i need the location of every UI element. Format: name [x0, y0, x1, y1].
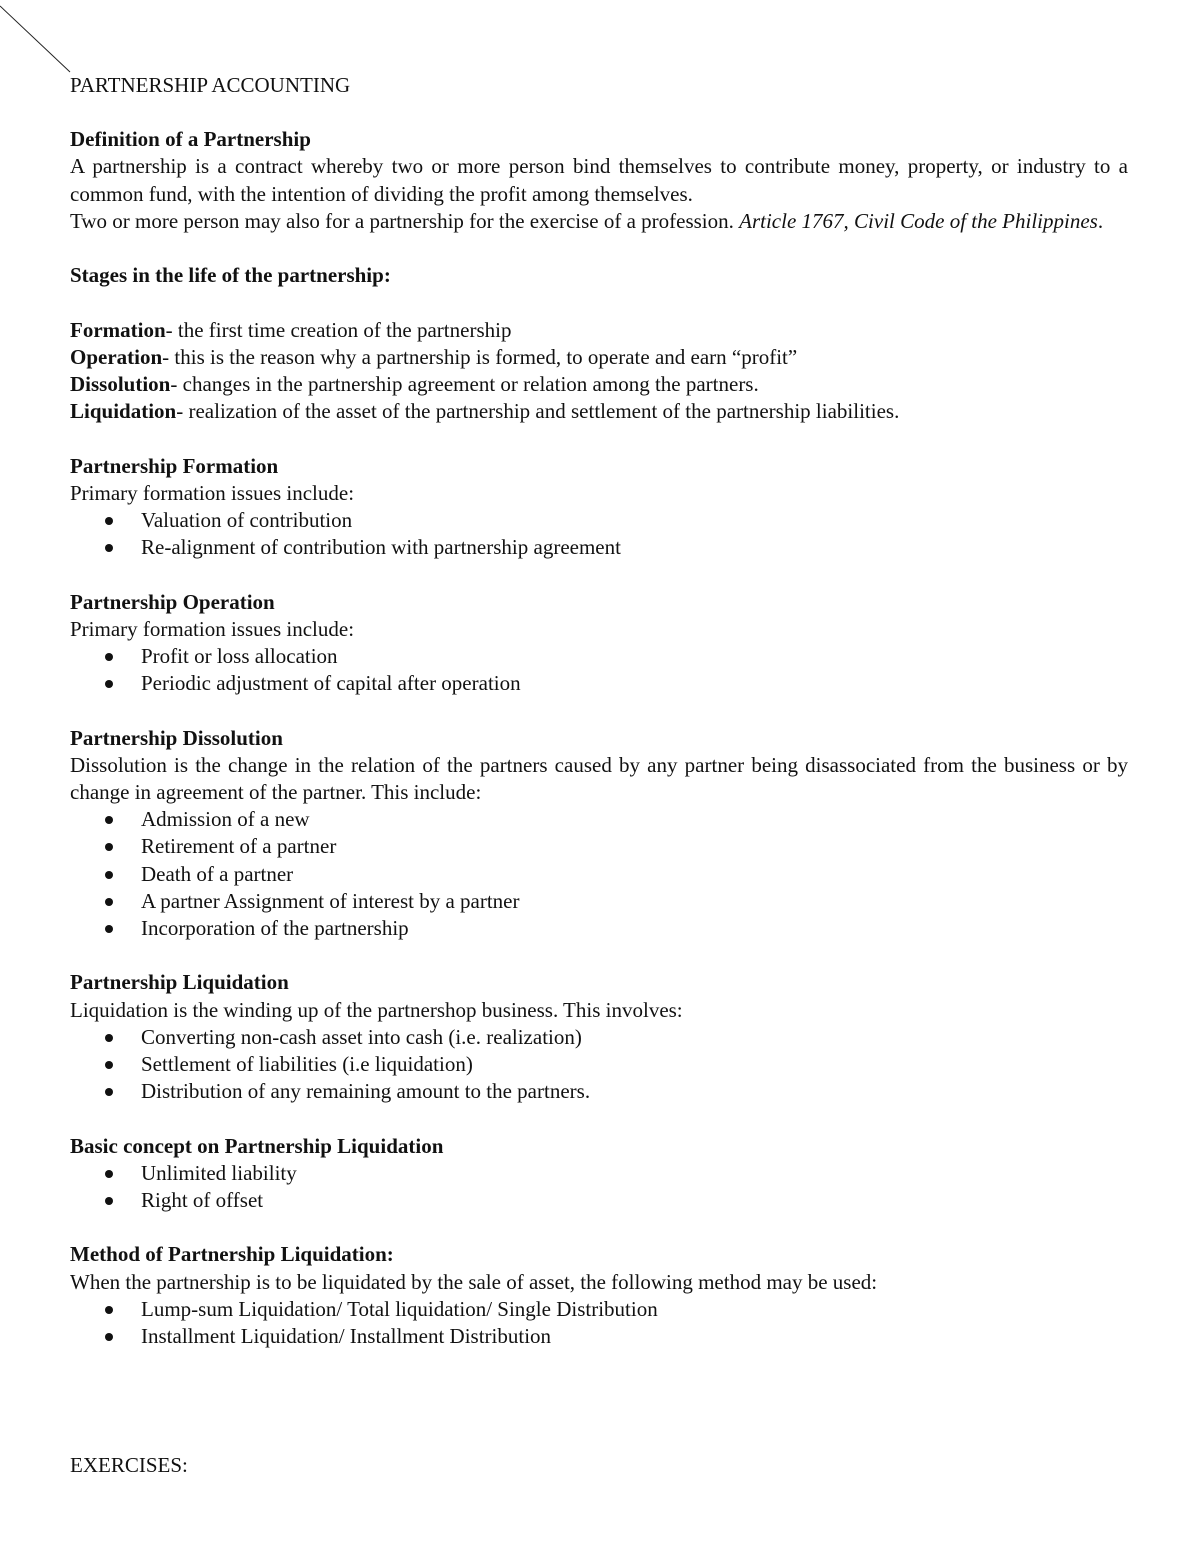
stage-term: Operation — [70, 344, 163, 369]
stage-term: Dissolution — [70, 372, 171, 396]
basic-concept-list — [70, 1160, 1128, 1214]
document-page — [70, 72, 1128, 1350]
list-item: Death of a partner — [70, 861, 1128, 888]
list-item: Right of offset — [70, 1187, 1128, 1214]
stage-desc: - changes in the partnership agreement or relation among the partners. — [170, 372, 759, 396]
stage-desc: - realization of the asset of the partnership and settlement of the partnership liabilities. — [176, 399, 900, 424]
definition-heading: Definition of a Partnership — [70, 127, 311, 152]
stage-term: Liquidation — [70, 399, 177, 424]
stage-desc: - this is the reason why a partnership is formed, to operate and earn “profit” — [162, 344, 798, 369]
dissolution-intro: Dissolution is the change in the relation of the partners caused by any partner being disassociated from the business or by change in agreement of the partner. This include: — [70, 752, 1128, 804]
formation-intro: Primary formation issues include: — [70, 480, 355, 505]
list-item: Settlement of liabilities (i.e liquidation) — [70, 1051, 1128, 1078]
dissolution-list — [70, 806, 1128, 942]
exercises-label: EXERCISES: — [70, 1453, 188, 1477]
basic-concept-heading: Basic concept on Partnership Liquidation — [70, 1133, 444, 1158]
stage-formation — [70, 317, 1128, 344]
stages-heading: Stages in the life of the partnership: — [70, 263, 391, 288]
definition-paragraph-1: A partnership is a contract whereby two or more person bind themselves to contribute money, property, or industry to a common fund, with the intention of dividing the profit among themselves. — [70, 154, 1128, 206]
list-item: Converting non-cash asset into cash (i.e. realization) — [70, 1024, 1128, 1051]
list-item: Retirement of a partner — [70, 833, 1128, 860]
method-intro: When the partnership is to be liquidated by the sale of asset, the following method may be used: — [70, 1269, 878, 1294]
operation-heading: Partnership Operation — [70, 589, 275, 614]
list-item: Valuation of contribution — [70, 507, 1128, 534]
definition-paragraph-2 — [70, 208, 1128, 235]
stage-liquidation — [70, 398, 1128, 425]
method-heading: Method of Partnership Liquidation: — [70, 1242, 394, 1267]
corner-fold-line — [0, 0, 80, 80]
liquidation-intro: Liquidation is the winding up of the partnershop business. This involves: — [70, 997, 683, 1022]
list-item: Installment Liquidation/ Installment Distribution — [70, 1323, 1128, 1350]
list-item: Lump-sum Liquidation/ Total liquidation/ Single Distribution — [70, 1296, 1128, 1323]
operation-list — [70, 643, 1128, 697]
liquidation-list — [70, 1024, 1128, 1106]
list-item: A partner Assignment of interest by a partner — [70, 888, 1128, 915]
method-list — [70, 1296, 1128, 1350]
list-item: Re-alignment of contribution with partnership agreement — [70, 534, 1128, 561]
list-item: Periodic adjustment of capital after operation — [70, 670, 1128, 697]
definition-paragraph-2-text: Two or more person may also for a partnership for the exercise of a profession. — [70, 208, 734, 233]
list-item: Distribution of any remaining amount to the partners. — [70, 1078, 1128, 1105]
list-item: Profit or loss allocation — [70, 643, 1128, 670]
list-item: Unlimited liability — [70, 1160, 1128, 1187]
definition-citation-end: . — [1097, 208, 1104, 233]
list-item: Incorporation of the partnership — [70, 915, 1128, 942]
dissolution-heading: Partnership Dissolution — [70, 725, 283, 750]
formation-list — [70, 507, 1128, 561]
document-title: PARTNERSHIP ACCOUNTING — [70, 73, 351, 97]
definition-citation: Article 1767, Civil Code of the Philippines — [739, 208, 1098, 233]
stage-dissolution — [70, 371, 1128, 398]
liquidation-heading: Partnership Liquidation — [70, 970, 289, 995]
stage-term: Formation — [70, 317, 166, 342]
formation-heading: Partnership Formation — [70, 453, 279, 478]
stage-operation — [70, 344, 1128, 371]
list-item: Admission of a new — [70, 806, 1128, 833]
operation-intro: Primary formation issues include: — [70, 616, 355, 641]
stage-desc: - the first time creation of the partnership — [165, 317, 512, 342]
